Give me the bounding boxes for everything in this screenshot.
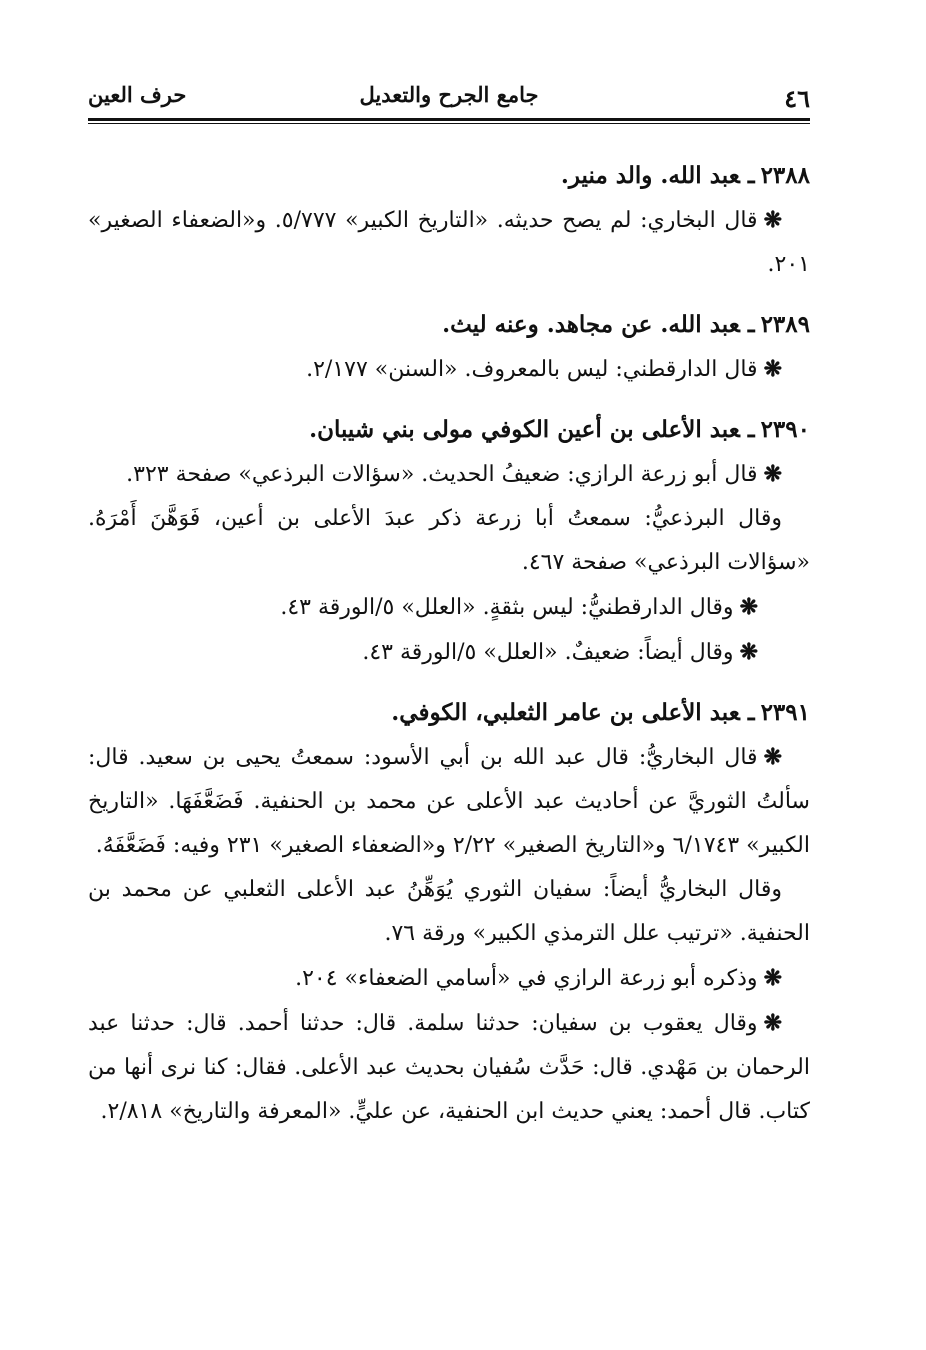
- section-title: حرف العين: [88, 82, 187, 107]
- entry-paragraph: [88, 198, 810, 287]
- paragraph-text: وقال الدارقطنيُّ: ليس بثقةٍ. «العلل» ٥/الورقة ٤٣.: [280, 595, 734, 620]
- entry: [88, 408, 810, 675]
- paragraph-text: قال الدارقطني: ليس بالمعروف. «السنن» ٢/١٧٧.: [306, 357, 758, 382]
- entry-title: عبد الله. والد منير.: [560, 162, 740, 189]
- dash-glyph: ـ: [747, 699, 755, 726]
- entry-number: ٢٣٩١: [760, 699, 810, 726]
- paragraph-text: وقال أيضاً: ضعيفٌ. «العلل» ٥/الورقة ٤٣.: [362, 640, 734, 665]
- star-bullet-icon: ❋: [763, 356, 782, 382]
- book-title: جامع الجرح والتعديل: [359, 82, 539, 107]
- entry-number: ٢٣٨٩: [760, 311, 810, 338]
- header-rule-thick: [88, 118, 810, 121]
- star-bullet-icon: ❋: [763, 965, 782, 991]
- entry-paragraph: [88, 868, 810, 956]
- paragraph-text: وقال يعقوب بن سفيان: حدثنا سلمة. قال: حدثنا أحمد. قال: حدثنا عبد الرحمان بن مَهْدي. قال: حَدَّث سُفيان بحديث عبد الأعلى. فقال: كنا نرى أنها من كتاب. قال أحمد: يعني حديث ابن الحنفية، عن عليٍّ. «المعرفة والتاريخ» ٢/٨١٨.: [88, 1011, 810, 1124]
- star-bullet-icon: ❋: [763, 1010, 782, 1036]
- header-rule-thin: [88, 123, 810, 124]
- entry-number: ٢٣٨٨: [760, 162, 810, 189]
- entry-heading: [88, 154, 810, 198]
- paragraph-text: قال البخاري: لم يصح حديثه. «التاريخ الكبير» ٥/٧٧٧. و«الضعفاء الصغير» ٢٠١.: [88, 208, 810, 277]
- star-bullet-icon: ❋: [763, 461, 782, 487]
- paragraph-text: وقال البخاريُّ أيضاً: سفيان الثوري يُوَهِّنُ عبد الأعلى الثعلبي عن محمد بن الحنفية. «ترتيب علل الترمذي الكبير» ورقة ٧٦.: [88, 877, 810, 946]
- running-header: [88, 78, 810, 112]
- entry-paragraph: [88, 585, 810, 630]
- dash-glyph: ـ: [747, 311, 755, 338]
- entries-list: [88, 154, 810, 1134]
- paragraph-text: وقال البرذعيُّ: سمعتُ أبا زرعة ذكر عبدَ الأعلى بن أعين، فَوَهَّنَ أَمْرَهُ. «سؤالات البرذعي» صفحة ٤٦٧.: [88, 506, 810, 575]
- star-bullet-icon: ❋: [763, 744, 782, 770]
- star-bullet-icon: ❋: [739, 639, 758, 665]
- entry-paragraph: [88, 347, 810, 392]
- page-number: ٤٦: [784, 84, 810, 113]
- paragraph-text: قال البخاريُّ: قال عبد الله بن أبي الأسود: سمعتُ يحيى بن سعيد. قال: سألتُ الثوريَّ عن أحاديث عبد الأعلى عن محمد بن الحنفية. فَضَعَّفَهَا. «التاريخ الكبير» ٦/١٧٤٣ و«التاريخ الصغير» ٢/٢٢ و«الضعفاء الصغير» ٢٣١ وفيه: فَضَعَّفَهُ.: [88, 745, 810, 858]
- entry: [88, 303, 810, 392]
- star-bullet-icon: ❋: [739, 594, 758, 620]
- entry-heading: [88, 408, 810, 452]
- entry-title: عبد الله. عن مجاهد. وعنه ليث.: [442, 311, 740, 338]
- star-bullet-icon: ❋: [763, 207, 782, 233]
- entry-heading: [88, 303, 810, 347]
- entry-paragraph: [88, 452, 810, 497]
- entry-paragraph: [88, 956, 810, 1001]
- entry-paragraph: [88, 497, 810, 585]
- entry: [88, 154, 810, 287]
- entry-number: ٢٣٩٠: [760, 416, 810, 443]
- entry-paragraph: [88, 735, 810, 868]
- paragraph-text: قال أبو زرعة الرازي: ضعيفُ الحديث. «سؤالات البرذعي» صفحة ٣٢٣.: [126, 462, 758, 487]
- dash-glyph: ـ: [747, 416, 755, 443]
- entry-heading: [88, 691, 810, 735]
- book-page: [88, 78, 810, 1318]
- dash-glyph: ـ: [747, 162, 755, 189]
- entry-title: عبد الأعلى بن أعين الكوفي مولى بني شيبان.: [309, 416, 740, 443]
- paragraph-text: وذكره أبو زرعة الرازي في «أسامي الضعفاء» ٢٠٤.: [295, 966, 758, 991]
- entry-title: عبد الأعلى بن عامر الثعلبي، الكوفي.: [391, 699, 740, 726]
- entry-paragraph: [88, 630, 810, 675]
- entry: [88, 691, 810, 1134]
- entry-paragraph: [88, 1001, 810, 1134]
